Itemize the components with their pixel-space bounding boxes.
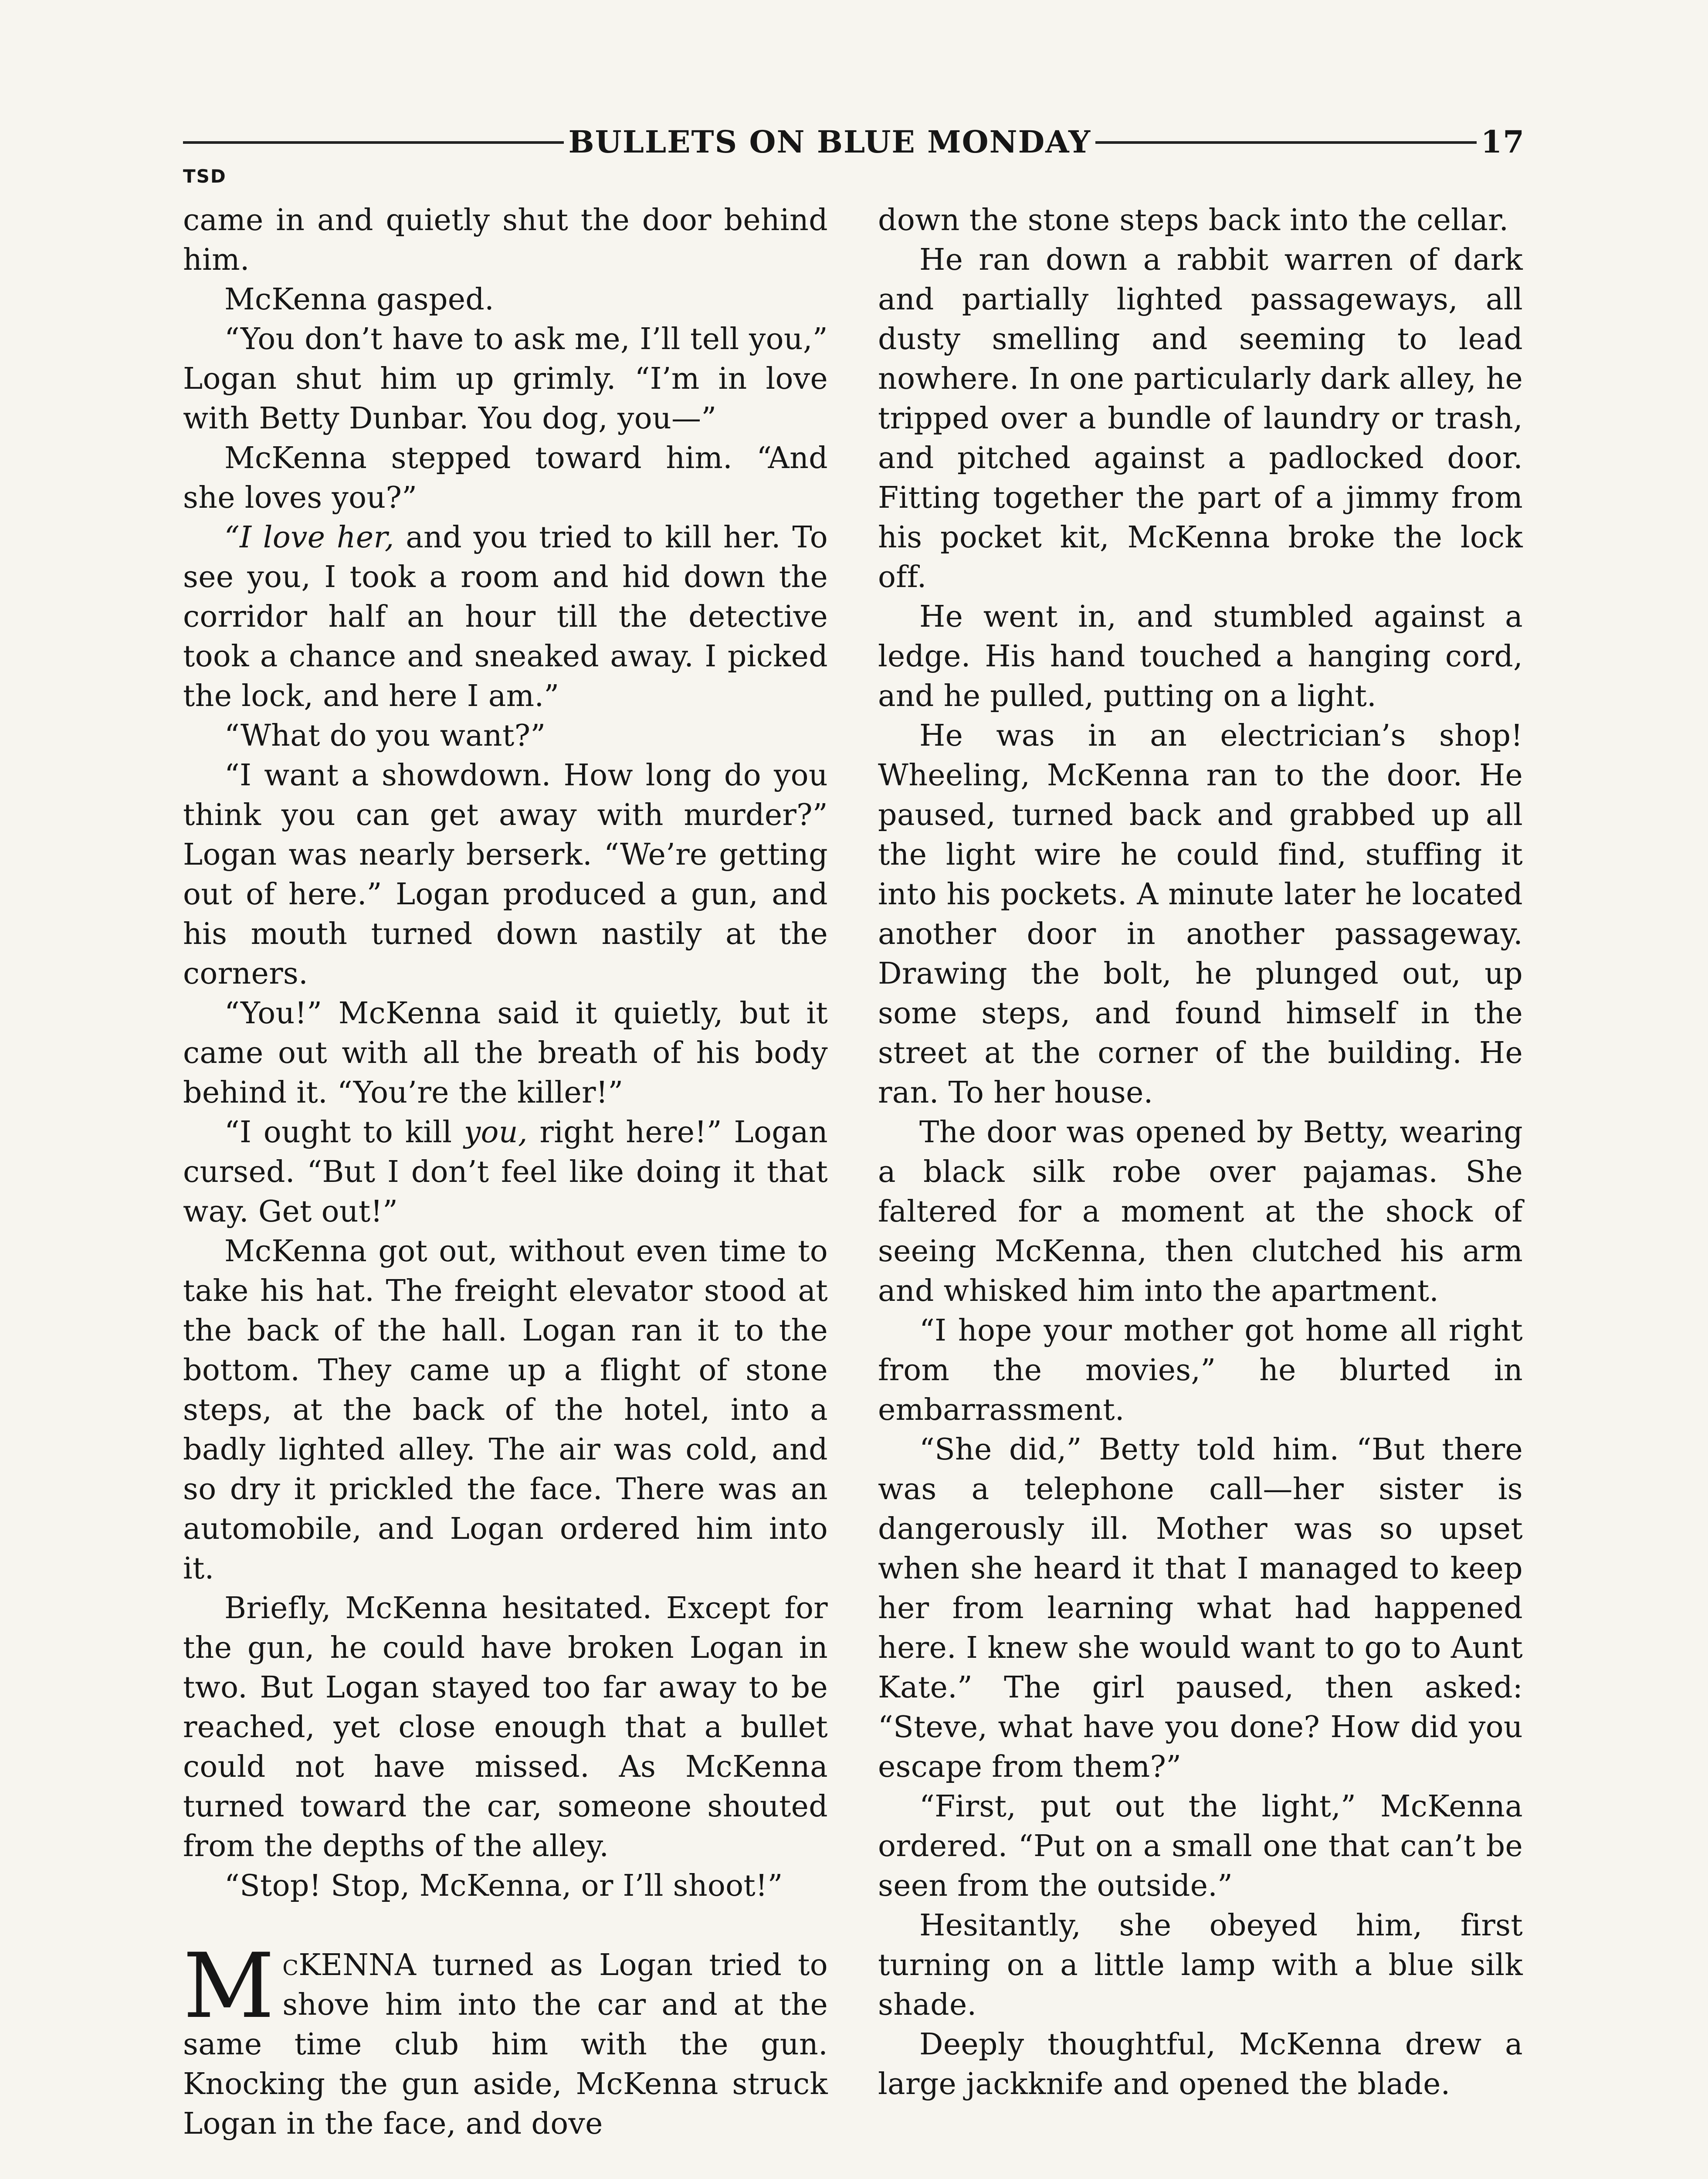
magazine-page: [183, 118, 1525, 2179]
paragraph: McKenna got out, without even time to take his hat. The freight elevator stood at the back of the hall. Logan ran it to the bottom. They came up a flight of stone steps, at the back of the hotel, into a badly lighted alley. The air was cold, and so dry it prickled the face. There was an automobile, and Logan ordered him into it.: [183, 1234, 828, 1586]
paragraph: McKenna gasped.: [224, 282, 495, 317]
paragraph: McKenna stepped toward him. “And she loves you?”: [183, 441, 828, 515]
paragraph: “You don’t have to ask me, I’ll tell you,” Logan shut him up grimly. “I’m in love with Betty Dunbar. You dog, you—”: [183, 322, 828, 436]
header-rule-left: [183, 141, 564, 144]
paragraph: Briefly, McKenna hesitated. Except for the gun, he could have broken Logan in two. But Logan stayed too far away to be reached, yet close enough that a bullet could not have missed. As McKenna turned toward the car, someone shouted from the depths of the alley.: [183, 1591, 828, 1863]
paragraph: He ran down a rabbit warren of dark and partially lighted passageways, all dusty smelling and seeming to lead nowhere. In one particularly dark alley, he tripped over a bundle of laundry or trash, and pitched against a padlocked door. Fitting together the part of a jimmy from his pocket kit, McKenna broke the lock off.: [878, 243, 1523, 594]
paragraph: “I hope your mother got home all right from the movies,” he blurted in embarrassment.: [878, 1314, 1523, 1427]
printer-imprint: TSD: [183, 166, 227, 187]
header-rule-right: [1095, 141, 1476, 144]
italic-phrase: “I love her,: [224, 520, 394, 555]
paragraph: He went in, and stumbled against a ledge. His hand touched a hanging cord, and he pulled, putting on a light.: [878, 600, 1523, 713]
paragraph: “I want a showdown. How long do you think you can get away with murder?” Logan was nearly berserk. “We’re getting out of here.” Logan produced a gun, and his mouth turned down nastily at the corners.: [183, 758, 828, 991]
paragraph: He was in an electrician’s shop! Wheeling, McKenna ran to the door. He paused, turned back and grabbed up all the light wire he could find, stuffing it into his pockets. A minute later he located another door in another passageway. Drawing the bolt, he plunged out, up some steps, and found himself in the street at the corner of the building. He ran. To her house.: [878, 719, 1523, 1110]
running-header: [183, 118, 1525, 166]
text-column-right: [878, 200, 1523, 2104]
paragraph-text: turned as Logan tried to shove him into the car and at the same time club him with the gun. Knocking the gun aside, McKenna struck Logan in the face, and dove: [183, 1948, 828, 2141]
paragraph: came in and quietly shut the door behind him.: [183, 203, 828, 277]
paragraph: Deeply thoughtful, McKenna drew a large jackknife and opened the blade.: [878, 2027, 1523, 2101]
paragraph: “She did,” Betty told him. “But there was a telephone call—her sister is dangerously ill. Mother was so upset when she heard it that I managed to keep her from learning what had happened here. I knew she would want to go to Aunt Kate.” The girl paused, then asked: “Steve, what have you done? How did you escape from them?”: [878, 1432, 1523, 1784]
paragraph-text: right here!” Logan cursed. “But I don’t feel like doing it that way. Get out!”: [183, 1115, 828, 1229]
paragraph: “Stop! Stop, McKenna, or I’ll shoot!”: [224, 1869, 783, 1903]
paragraph-text: and you tried to kill her. To see you, I took a room and hid down the corridor half an hour till the detective took a chance and sneaked away. I picked the lock, and here I am.”: [183, 520, 828, 713]
italic-word: you,: [464, 1115, 528, 1150]
paragraph: [183, 518, 828, 716]
paragraph: The door was opened by Betty, wearing a black silk robe over pajamas. She faltered for a moment at the shock of seeing McKenna, then clutched his arm and whisked him into the apartment.: [878, 1115, 1523, 1308]
paragraph: “First, put out the light,” McKenna ordered. “Put on a small one that can’t be seen from the outside.”: [878, 1789, 1523, 1903]
paragraph: down the stone steps back into the cellar.: [878, 203, 1509, 238]
small-caps-text: cKENNA: [282, 1948, 417, 1982]
page-number: 17: [1481, 123, 1525, 160]
text-column-left: [183, 200, 828, 2144]
story-title: BULLETS ON BLUE MONDAY: [568, 123, 1091, 160]
paragraph: “You!” McKenna said it quietly, but it came out with all the breath of his body behind it. “You’re the killer!”: [183, 996, 828, 1110]
paragraph: [183, 1113, 828, 1232]
section-opening-paragraph: [183, 1935, 828, 2144]
paragraph-text: “I ought to kill: [224, 1115, 464, 1150]
drop-cap: M: [183, 1935, 275, 2038]
paragraph: Hesitantly, she obeyed him, first turning on a little lamp with a blue silk shade.: [878, 1908, 1523, 2022]
paragraph: “What do you want?”: [224, 719, 546, 753]
